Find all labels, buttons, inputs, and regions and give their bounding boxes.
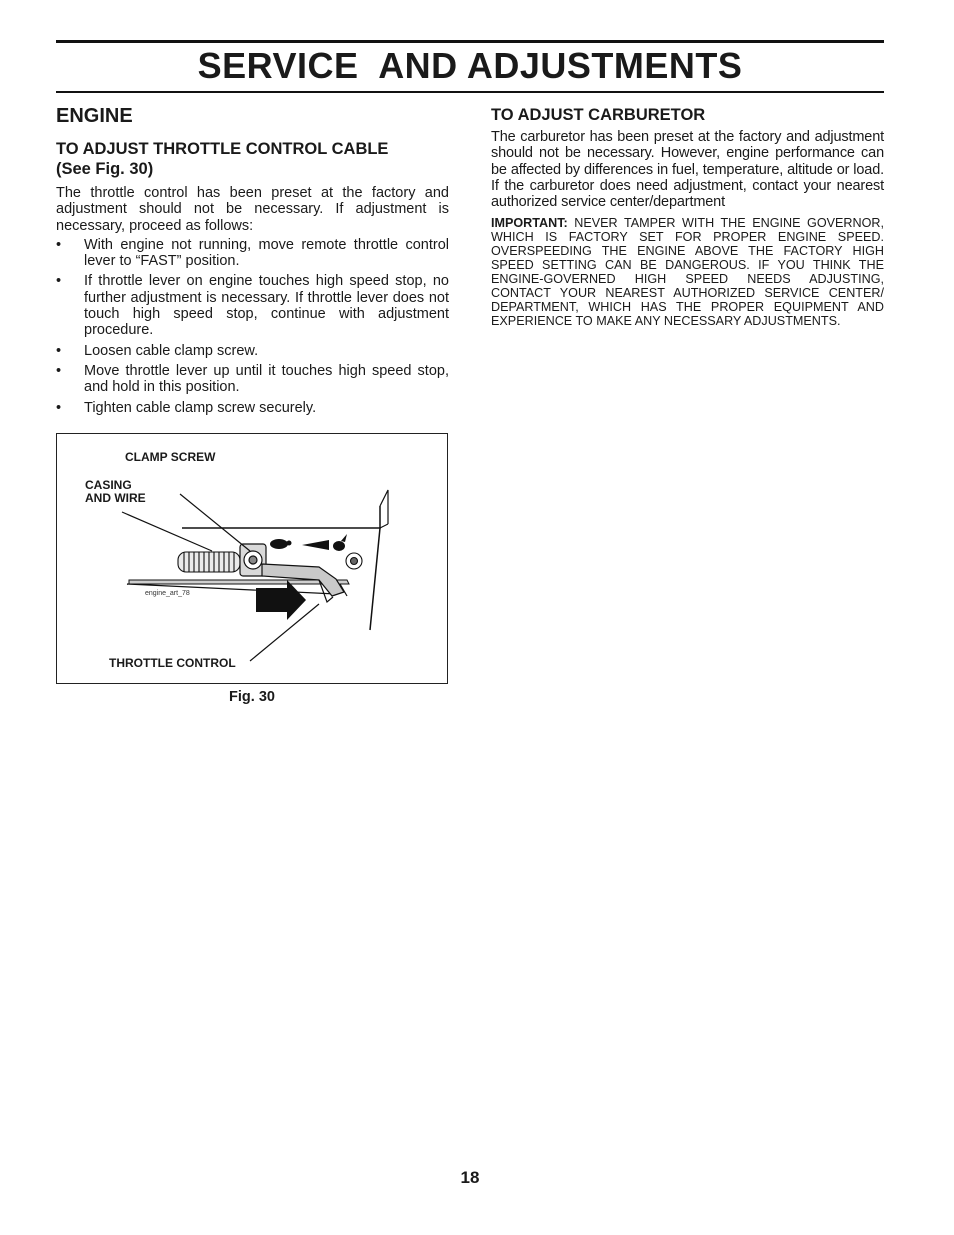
subtitle-line-1: TO ADJUST THROTTLE CONTROL CABLE [56,140,389,158]
housing-bolt-icon [346,553,362,569]
bullet-icon: • [56,342,62,359]
header-rule-bottom [56,91,884,93]
label-clamp-screw: CLAMP SCREW [125,450,216,464]
list-item: • Tighten cable clamp screw securely. [56,399,317,416]
left-column [56,103,449,420]
carburetor-paragraph: The carburetor has been preset at the factory and adjustment should not be necessary. However, engine performance can be affected by differences in fuel, temperature, altitude or load. If the carburetor does need adjustment, contact your nearest authorized service center/department [491,129,884,211]
speed-wedge-icon [302,540,329,550]
section-title-carburetor: TO ADJUST CARBURETOR [491,106,706,124]
figure-throttle-control [56,433,448,684]
bullet-icon: • [56,236,62,253]
label-throttle-control: THROTTLE CONTROL [109,656,236,670]
figure-caption: Fig. 30 [229,689,275,705]
label-casing-line-1: CASING [85,478,132,492]
direction-arrow-icon [256,580,306,620]
throttle-intro-paragraph: The throttle control has been preset at the factory and adjustment should not be necessary. If adjustment is necessary, proceed as follows: [56,185,449,234]
section-title-engine: ENGINE [56,105,133,127]
bullet-icon: • [56,273,62,290]
important-text: NEVER TAMPER WITH THE ENGINE GOVERNOR, WHICH IS FACTORY SET FOR PROPER ENGINE SPEED. OVERSPEEDING THE ENGINE ABOVE THE FACTORY HIGH SPEED SETTING CAN BE DANGEROUS. IF YOU THINK THE ENGINE-GOVERNED HIGH SPEED NEEDS ADJUSTING, CONTACT YOUR NEAREST AUTHORIZED SERVICE CENTER/ DEPARTMENT, WHICH HAS THE PROPER EQUIPMENT AND EXPERIENCE TO MAKE ANY NECESSARY ADJUSTMENTS. [491,216,884,329]
page-number: 18 [460,1168,480,1187]
art-id: engine_art_78 [145,590,190,597]
important-label: IMPORTANT: [491,216,568,231]
slow-turtle-icon [270,539,292,549]
header-rule-top [56,40,884,43]
list-item: • Move throttle lever up until it touches high speed stop, and hold in this position. [56,362,449,396]
label-casing-line-2: AND WIRE [85,491,146,505]
subtitle-line-2: (See Fig. 30) [56,160,154,178]
list-item: • If throttle lever on engine touches high speed stop, no further adjustment is necessary. If throttle lever does not touch high speed stop, continue with adjustment procedure. [56,273,449,339]
bullet-icon: • [56,399,62,416]
throttle-steps-list [56,237,449,416]
cable-coil-icon [178,552,240,572]
throttle-illustration [57,434,449,685]
list-item: • Loosen cable clamp screw. [56,342,259,359]
important-notice [491,216,884,328]
fast-rabbit-icon [333,534,347,551]
list-item: • With engine not running, move remote throttle control lever to “FAST” position. [56,236,449,270]
right-column [491,103,884,328]
subtitle-throttle-cable [56,139,449,179]
page-title: SERVICE AND ADJUSTMENTS [197,45,743,86]
bullet-icon: • [56,362,62,379]
